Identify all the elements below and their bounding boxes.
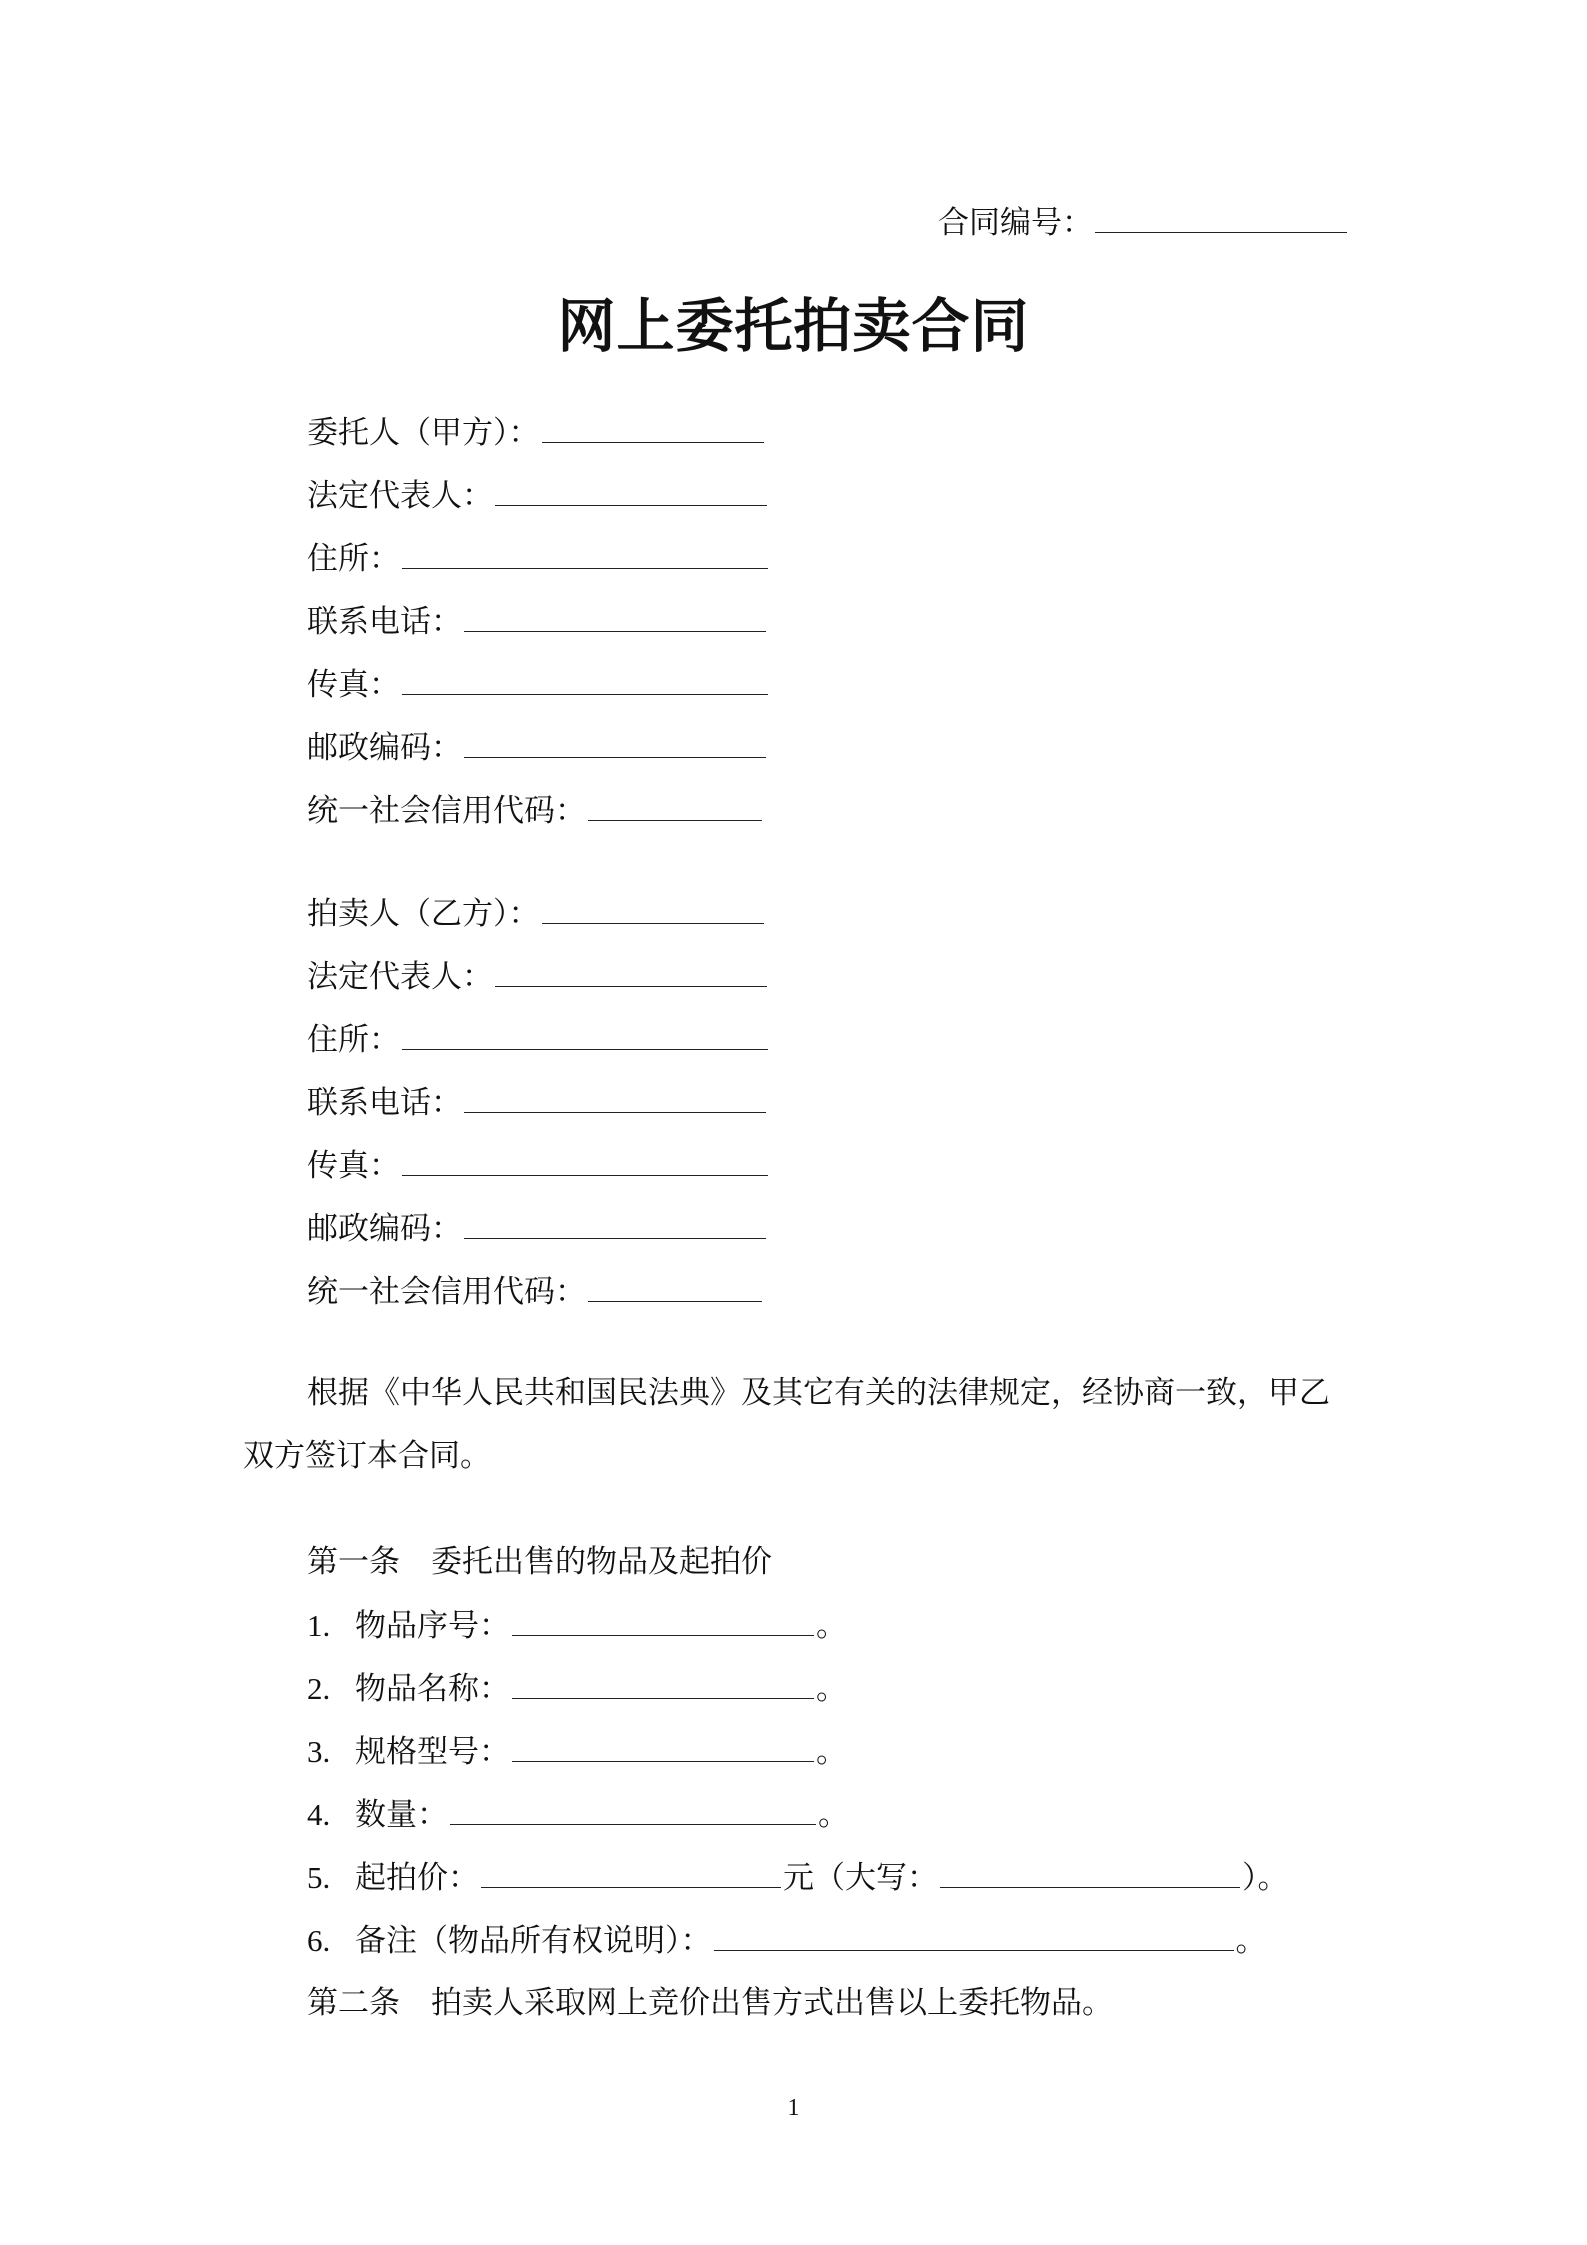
party-a-fax-label: 传真： — [307, 667, 400, 703]
clause-end: ）。 — [1242, 1860, 1289, 1896]
party-a-postcode-label: 邮政编码： — [307, 730, 462, 766]
clause-end: 。 — [816, 1608, 847, 1644]
party-b-postcode-label: 邮政编码： — [307, 1211, 462, 1247]
party-b-name-label: 拍卖人（乙方）： — [307, 896, 540, 932]
clause-number: 5. — [307, 1860, 331, 1895]
preamble-line-2: 双方签订本合同。 — [243, 1438, 491, 1474]
party-a-name-field — [307, 412, 766, 453]
party-a-fax-field — [307, 664, 770, 705]
clause-label: 备注（物品所有权说明）： — [355, 1923, 712, 1959]
preamble-line-1: 根据《中华人民共和国民法典》及其它有关的法律规定，经协商一致，甲乙 — [307, 1375, 1330, 1411]
party-b-name-blank[interactable] — [542, 893, 764, 924]
item-name-blank[interactable] — [512, 1668, 814, 1699]
party-b-fax-label: 传真： — [307, 1148, 400, 1184]
clause-item-quantity — [307, 1794, 849, 1835]
party-a-phone-blank[interactable] — [464, 601, 766, 632]
clause-mid: 元（大写： — [783, 1860, 938, 1896]
contract-number-label: 合同编号： — [938, 205, 1093, 241]
clause-item-serial — [307, 1605, 847, 1646]
remarks-blank[interactable] — [714, 1920, 1234, 1951]
contract-number-field — [938, 202, 1349, 243]
party-b-phone-blank[interactable] — [464, 1082, 766, 1113]
party-b-credit-code-field — [307, 1271, 764, 1312]
contract-number-blank[interactable] — [1095, 202, 1347, 233]
party-b-phone-label: 联系电话： — [307, 1085, 462, 1121]
party-a-credit-code-field — [307, 790, 764, 831]
page-number: 1 — [787, 2095, 800, 2121]
item-quantity-blank[interactable] — [450, 1794, 816, 1825]
party-b-credit-code-label: 统一社会信用代码： — [307, 1274, 586, 1310]
party-a-rep-blank[interactable] — [495, 475, 767, 506]
party-b-address-field — [307, 1019, 770, 1060]
party-a-fax-blank[interactable] — [402, 664, 768, 695]
clause-label: 物品序号： — [355, 1608, 510, 1644]
item-spec-blank[interactable] — [512, 1731, 814, 1762]
party-b-fax-blank[interactable] — [402, 1145, 768, 1176]
article-1-heading: 第一条 委托出售的物品及起拍价 — [307, 1544, 772, 1580]
clause-item-name — [307, 1668, 847, 1709]
party-a-name-blank[interactable] — [542, 412, 764, 443]
party-a-phone-label: 联系电话： — [307, 604, 462, 640]
party-b-rep-blank[interactable] — [495, 956, 767, 987]
party-b-name-field — [307, 893, 766, 934]
clause-number: 2. — [307, 1671, 331, 1706]
party-b-rep-label: 法定代表人： — [307, 959, 493, 995]
party-a-address-blank[interactable] — [402, 538, 768, 569]
clause-end: 。 — [1235, 1923, 1267, 1959]
clause-number: 4. — [307, 1797, 331, 1832]
clause-remarks — [307, 1920, 1267, 1961]
clause-end: 。 — [816, 1734, 847, 1770]
clause-starting-price — [307, 1857, 1289, 1898]
party-b-phone-field — [307, 1082, 768, 1123]
party-a-credit-code-label: 统一社会信用代码： — [307, 793, 586, 829]
party-a-address-field — [307, 538, 770, 579]
starting-price-blank[interactable] — [481, 1857, 781, 1888]
party-b-postcode-field — [307, 1208, 768, 1249]
party-a-postcode-blank[interactable] — [464, 727, 766, 758]
clause-number: 1. — [307, 1608, 331, 1643]
item-serial-blank[interactable] — [512, 1605, 814, 1636]
clause-number: 6. — [307, 1923, 331, 1958]
party-b-credit-code-blank[interactable] — [588, 1271, 762, 1302]
party-a-rep-label: 法定代表人： — [307, 478, 493, 514]
party-b-postcode-blank[interactable] — [464, 1208, 766, 1239]
clause-label: 数量： — [355, 1797, 448, 1833]
party-a-name-label: 委托人（甲方）： — [307, 415, 540, 451]
page-title: 网上委托拍卖合同 — [557, 292, 1030, 360]
clause-item-spec — [307, 1731, 847, 1772]
party-a-postcode-field — [307, 727, 768, 768]
party-a-address-label: 住所： — [307, 541, 400, 577]
party-b-rep-field — [307, 956, 769, 997]
party-b-address-blank[interactable] — [402, 1019, 768, 1050]
starting-price-words-blank[interactable] — [940, 1857, 1240, 1888]
clause-number: 3. — [307, 1734, 331, 1769]
party-b-address-label: 住所： — [307, 1022, 400, 1058]
party-a-phone-field — [307, 601, 768, 642]
clause-end: 。 — [816, 1671, 847, 1707]
article-2-text: 第二条 拍卖人采取网上竞价出售方式出售以上委托物品。 — [307, 1985, 1113, 2021]
party-a-credit-code-blank[interactable] — [588, 790, 762, 821]
party-b-fax-field — [307, 1145, 770, 1186]
clause-label: 物品名称： — [355, 1671, 510, 1707]
clause-label: 起拍价： — [355, 1860, 479, 1896]
party-a-rep-field — [307, 475, 769, 516]
clause-end: 。 — [818, 1797, 849, 1833]
clause-label: 规格型号： — [355, 1734, 510, 1770]
